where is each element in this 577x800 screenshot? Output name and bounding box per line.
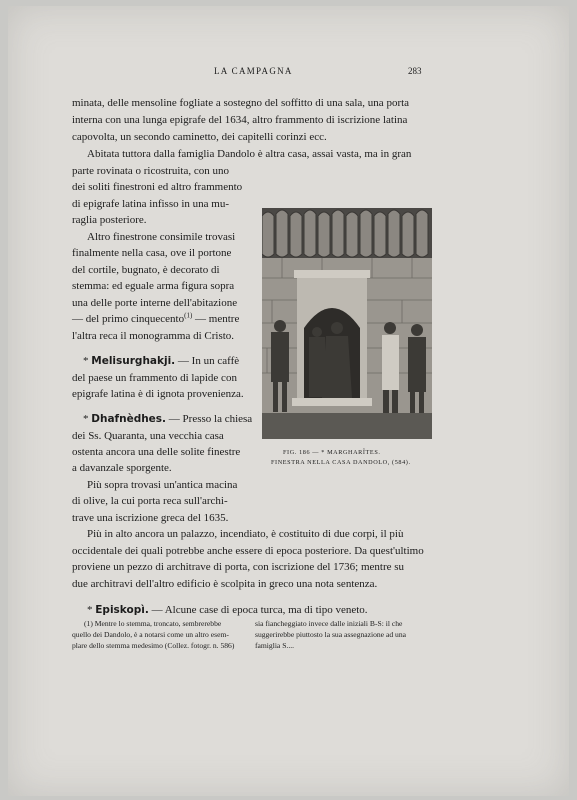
text-line: del paese un frammento di lapide con	[72, 372, 237, 384]
text-line: Più sopra trovasi un'antica macina	[87, 479, 238, 491]
section-heading: Melisurghakji.	[91, 355, 176, 367]
text-line: raglia posteriore.	[72, 214, 147, 226]
footnote-line: (1) Mentre lo stemma, troncato, sembrerebbe	[84, 619, 222, 628]
window-photo-illustration	[262, 208, 432, 439]
text-line: trave una iscrizione greca del 1635.	[72, 512, 229, 524]
footnote-marker: (1)	[184, 311, 193, 320]
text-line: finalmente nella casa, ove il portone	[72, 247, 232, 259]
running-header	[0, 66, 577, 82]
text-line: una delle porte interne dell'abitazione	[72, 297, 238, 309]
figure-caption: FINESTRA NELLA CASA DANDOLO, (584).	[271, 459, 411, 466]
text-line: minata, delle mensoline fogliate a sostegno del soffitto di una sala, una porta	[72, 97, 410, 109]
footnote-line: suggerirebbe piuttosto la sua assegnazione ad una	[255, 630, 406, 639]
text-line: occidentale dei quali potrebbe anche essere di epoca posteriore. Da quest'ultimo	[72, 545, 424, 557]
text-line: dei Ss. Quaranta, una vecchia casa	[72, 430, 224, 442]
running-title: LA CAMPAGNA	[214, 66, 293, 76]
text-line: dei soliti finestroni ed altro frammento	[72, 181, 243, 193]
section-line: * Dhafnèdhes. — Presso la chiesa	[83, 413, 253, 425]
text-line: Altro finestrone consimile trovasi	[87, 231, 236, 243]
text-line: del cortile, bugnato, è decorato di	[72, 264, 220, 276]
figure-photograph	[262, 208, 432, 439]
photo-sky	[262, 176, 432, 208]
section-heading: Episkopì.	[95, 604, 149, 616]
figure-caption: FIG. 186 — * MARGHARÎTES.	[283, 449, 381, 456]
text-line: ostenta ancora una delle solite finestre	[72, 446, 241, 458]
text-line: due architravi dell'altro edificio è scolpita in greco una nota sentenza.	[72, 578, 378, 590]
text-line: di epigrafe latina infisso in una mu-	[72, 198, 230, 210]
text-line: capovolta, un secondo caminetto, dei capitelli corinzi ecc.	[72, 131, 327, 143]
text-line: parte rovinata o ricostruita, con uno	[72, 165, 230, 177]
text-line: di olive, la cui porta reca sull'archi-	[72, 495, 228, 507]
text-line: proviene un pezzo di architrave di porta, con iscrizione del 1736; mentre su	[72, 561, 405, 573]
text-line: l'altra reca il monogramma di Cristo.	[72, 330, 235, 342]
text-line: stemma: ed eguale arma figura sopra	[72, 280, 235, 292]
text-line: interna con una lunga epigrafe del 1634, altro frammento di iscrizione latina	[72, 114, 408, 126]
text-line: Più in alto ancora un palazzo, incendiato, è costituito di due corpi, il più	[87, 528, 404, 540]
text-line: epigrafe latina è di ignota provenienza.	[72, 388, 244, 400]
footnote-line: quello dei Dandolo, è a notarsi come un altro esem-	[72, 630, 229, 639]
section-line: * Episkopì. — Alcune case di epoca turca, ma di tipo veneto.	[87, 604, 368, 616]
section-heading: Dhafnèdhes.	[91, 413, 167, 425]
page-number: 283	[408, 66, 422, 76]
footnote-line: sia fiancheggiato invece dalle iniziali B-S: il che	[255, 619, 403, 628]
footnote-line: plare dello stemma medesimo (Collez. fotogr. n. 586)	[72, 641, 235, 650]
text-line: Abitata tuttora dalla famiglia Dandolo è altra casa, assai vasta, ma in gran	[87, 148, 412, 160]
section-line: * Melisurghakji. — In un caffè	[83, 355, 240, 367]
text-line: — del primo cinquecento$^{(1)}$ — mentre	[72, 311, 240, 325]
text-line: a davanzale sporgente.	[72, 462, 172, 474]
footnote-line: famiglia S....	[255, 641, 295, 650]
